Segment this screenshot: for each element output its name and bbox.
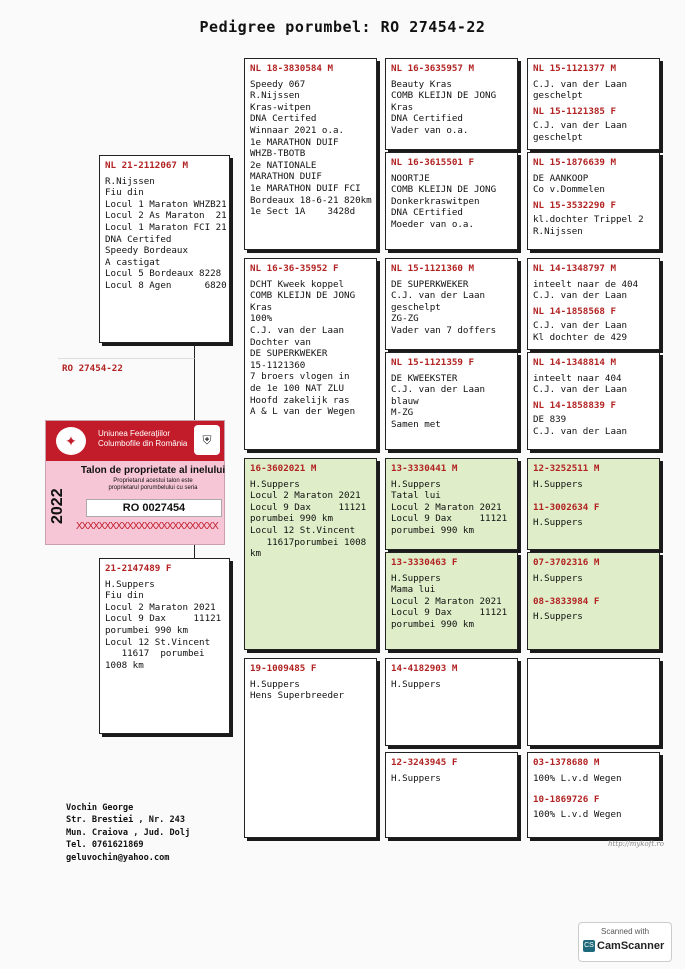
detail-line: de 1e 100 NAT ZLU (250, 382, 345, 394)
detail-line: porumbei 990 km (391, 524, 474, 536)
ring-label: 11-3002634 F (533, 502, 600, 514)
ring-label: 12-3252511 M (533, 463, 600, 474)
detail-line: Tel. 0761621869 (66, 840, 144, 851)
detail-line: Beauty Kras (391, 78, 452, 90)
ring-label: NL 14-1858568 F (533, 305, 616, 317)
dam-box (99, 558, 230, 734)
scanner-line2: CamScanner (597, 940, 665, 952)
sire-dam-sire-box (385, 258, 518, 350)
gen4-box-3 (527, 258, 660, 350)
sire-dam-box (244, 258, 377, 450)
dam-sire-dam-box (385, 552, 518, 650)
detail-line: Locul 12 St.Vincent (250, 524, 356, 536)
pigeon-details (533, 279, 654, 302)
ring-label: 08-3833984 F (533, 596, 600, 608)
detail-line: geluvochin@yahoo.com (66, 852, 170, 863)
detail-line: DE AANKOOP (533, 172, 589, 184)
card-title: Talon de proprietate al inelului (80, 465, 226, 476)
pigeon-details (391, 279, 512, 337)
ring-label: NL 14-1348797 M (533, 263, 616, 274)
detail-line: Speedy 067 (250, 78, 306, 90)
detail-line: A & L van der Wegen (250, 406, 356, 418)
pigeon-details (391, 679, 512, 691)
sire-sire-ring: NL 18-3830584 M (250, 63, 333, 74)
gen4-box-4 (527, 352, 660, 450)
detail-line: Vochin George (66, 803, 134, 813)
dam-dam-ring: 19-1009485 F (250, 663, 317, 674)
detail-line: Mun. Craiova , Jud. Dolj (66, 827, 191, 838)
ring-label: 14-4182903 M (391, 663, 458, 674)
detail-line: M-ZG (391, 407, 414, 419)
pigeon-details (533, 414, 654, 437)
sire-box (99, 155, 230, 343)
detail-line: C.J. van der Laan (533, 425, 628, 437)
detail-line: Dochter van (250, 336, 311, 348)
sire-dam-dam-box (385, 352, 518, 450)
card-subtitle: Proprietarul acestui talon este proprietarul porumbelului cu seria (108, 478, 198, 491)
signature: http://mykoft.ro (608, 840, 664, 848)
detail-line: C.J. van der Laan (533, 78, 628, 90)
detail-line: DNA Certified (391, 113, 463, 125)
detail-line: DNA Certifed (105, 233, 172, 245)
ring-label: 13-3330463 F (391, 557, 458, 568)
pigeon-details (391, 773, 512, 785)
detail-line: DE SUPERKWEKER (391, 278, 469, 290)
detail-line: Mama lui (391, 584, 436, 596)
ring-label: 10-1869726 F (533, 794, 600, 806)
ring-label: 12-3243945 F (391, 757, 458, 768)
detail-line: DNA Certifed (250, 113, 317, 125)
pigeon-details (391, 79, 512, 137)
detail-line: Locul 9 Dax 11121 (105, 613, 222, 625)
detail-line: 100% L.v.d Wegen (533, 808, 622, 820)
sire-sire-details (250, 79, 371, 218)
detail-line: kl.dochter Trippel 2 (533, 214, 644, 226)
gen4-box-2 (527, 152, 660, 250)
detail-line: H.Suppers (533, 478, 583, 490)
dam-sire-sire-box (385, 458, 518, 550)
ring-label: NL 14-1858839 F (533, 399, 616, 411)
ring-label: NL 15-1121360 M (391, 263, 474, 274)
detail-line: 100% L.v.d Wegen (533, 772, 622, 784)
pigeon-details (533, 479, 654, 491)
detail-line: MARATHON DUIF (250, 171, 322, 183)
pigeon-details (533, 79, 654, 102)
dam-dam-details (250, 679, 371, 702)
detail-line: H.Suppers (533, 610, 583, 622)
federation-logo-icon: ✦ (56, 427, 86, 455)
detail-line: geschelpt (533, 90, 583, 102)
scanner-line1: Scanned with (600, 927, 650, 936)
ring-label: NL 15-3532290 F (533, 199, 616, 211)
detail-line: Moeder van o.a. (391, 218, 474, 230)
detail-line: 1e MARATHON DUIF (250, 136, 339, 148)
detail-line: 15-1121360 (250, 359, 306, 371)
detail-line: Kras (250, 301, 273, 313)
detail-line: C.J. van der Laan (533, 120, 628, 132)
detail-line: H.Suppers (250, 678, 300, 690)
dam-sire-box (244, 458, 377, 650)
detail-line: 2e NATIONALE (250, 159, 317, 171)
detail-line: A castigat (105, 256, 161, 268)
detail-line: Str. Brestiei , Nr. 243 (66, 815, 185, 826)
detail-line: 7 broers vlogen in (250, 371, 350, 383)
detail-line: inteelt naar de 404 (533, 278, 639, 290)
detail-line: COMB KLEIJN DE JONG (391, 184, 497, 196)
card-ring-number: RO 0027454 (86, 499, 222, 517)
pigeon-details (533, 373, 654, 396)
detail-line: H.Suppers (105, 578, 155, 590)
detail-line: R.Nijssen (250, 90, 300, 102)
detail-line: DCHT Kweek koppel (250, 278, 345, 290)
detail-line: 100% (250, 313, 273, 325)
gen4-box-7 (527, 658, 660, 746)
ring-label: NL 15-1121359 F (391, 357, 474, 368)
card-org: Uniunea Federaţiilor Columbofile din România (98, 429, 188, 448)
seal-icon: ⛨ (194, 425, 220, 455)
detail-line: WHZB-TBOTB (250, 148, 306, 160)
detail-line: Locul 2 Maraton 2021 (391, 501, 502, 513)
detail-line: Locul 8 Agen 6820 (105, 279, 227, 291)
ring-ownership-card (45, 420, 225, 545)
detail-line: Hens Superbreeder (250, 690, 345, 702)
sire-ring: NL 21-2112067 M (105, 160, 188, 171)
sire-sire-box (244, 58, 377, 250)
detail-line: Kl dochter de 429 (533, 331, 628, 343)
sire-sire-sire-box (385, 58, 518, 150)
detail-line: DE KWEEKSTER (391, 372, 458, 384)
detail-line: COMB KLEIJN DE JONG (250, 290, 356, 302)
ring-label: NL 15-1121385 F (533, 105, 616, 117)
detail-line: 11617 porumbei (105, 648, 205, 660)
detail-line: Bordeaux 18-6-21 820km (250, 194, 372, 206)
ring-label: NL 15-1876639 M (533, 157, 616, 168)
gen4-box-1 (527, 58, 660, 150)
detail-line: COMB KLEIJN DE JONG (391, 90, 497, 102)
ring-label: 03-1378680 M (533, 757, 600, 768)
detail-line: Locul 1 Maraton FCI 21 (105, 221, 227, 233)
detail-line: H.Suppers (391, 572, 441, 584)
detail-line: Co v.Dommelen (533, 184, 605, 196)
detail-line: Hoofd zakelijk ras (250, 394, 350, 406)
sire-sire-dam-box (385, 152, 518, 250)
pigeon-details (533, 809, 654, 821)
dam-dam-sire-box (385, 658, 518, 746)
detail-line: H.Suppers (533, 516, 583, 528)
detail-line: C.J. van der Laan (391, 384, 486, 396)
detail-line: Donkerkraswitpen (391, 195, 480, 207)
detail-line: H.Suppers (250, 478, 300, 490)
detail-line: Fiu din (105, 590, 144, 602)
page-title: Pedigree porumbel: RO 27454-22 (199, 18, 486, 36)
gen4-box-6 (527, 552, 660, 650)
pigeon-details (533, 173, 654, 196)
detail-line: km (250, 548, 262, 560)
ring-label: NL 14-1348814 M (533, 357, 616, 368)
detail-line: Locul 9 Dax 11121 (391, 607, 508, 619)
detail-line: DE SUPERKWEKER (250, 348, 328, 360)
detail-line: 1e MARATHON DUIF FCI (250, 182, 361, 194)
scanner-watermark (578, 922, 672, 962)
ring-label: NL 16-3615501 F (391, 157, 474, 168)
gen4-box-5 (527, 458, 660, 550)
ring-label: NL 16-3635957 M (391, 63, 474, 74)
ring-label: NL 15-1121377 M (533, 63, 616, 74)
detail-line: porumbei 990 km (105, 624, 188, 636)
pigeon-details (533, 320, 654, 343)
root-ring-number: RO 27454-22 (62, 363, 123, 374)
pigeon-details (533, 214, 654, 237)
detail-line: C.J. van der Laan (533, 384, 628, 396)
detail-line: Vader van 7 doffers (391, 324, 497, 336)
detail-line: 1008 km (105, 659, 144, 671)
gen4-box-8 (527, 752, 660, 838)
pigeon-details (391, 373, 512, 431)
detail-line: H.Suppers (391, 678, 441, 690)
detail-line: 11617porumbei 1008 (250, 536, 367, 548)
detail-line: porumbei 990 km (391, 618, 474, 630)
detail-line: R.Nijssen (533, 225, 583, 237)
detail-line: Speedy Bordeaux (105, 245, 188, 257)
detail-line: Kras (391, 101, 414, 113)
detail-line: Locul 2 As Maraton 21 (105, 210, 227, 222)
detail-line: DE 839 (533, 414, 567, 426)
dam-dam-box (244, 658, 377, 838)
detail-line: H.Suppers (391, 772, 441, 784)
detail-line: NOORTJE (391, 172, 430, 184)
pigeon-details (533, 517, 654, 529)
sire-details (105, 175, 227, 292)
detail-line: Fiu din (105, 187, 144, 199)
dam-sire-details (250, 479, 371, 560)
detail-line: blauw (391, 395, 419, 407)
dam-ring: 21-2147489 F (105, 563, 172, 574)
detail-line: porumbei 990 km (250, 513, 333, 525)
ring-label: 07-3702316 M (533, 557, 600, 568)
detail-line: Locul 2 Maraton 2021 (250, 490, 361, 502)
detail-line: Locul 9 Dax 11121 (391, 513, 508, 525)
root-pigeon (58, 358, 195, 423)
detail-line: C.J. van der Laan (391, 290, 486, 302)
detail-line: Locul 9 Dax 11121 (250, 501, 367, 513)
detail-line: Winnaar 2021 o.a. (250, 124, 345, 136)
detail-line: H.Suppers (533, 572, 583, 584)
pigeon-details (391, 573, 512, 631)
detail-line: DNA CErtified (391, 207, 463, 219)
owner-contact (66, 802, 190, 864)
pigeon-details (391, 173, 512, 231)
ring-label: 13-3330441 M (391, 463, 458, 474)
detail-line: Kras-witpen (250, 101, 311, 113)
detail-line: R.Nijssen (105, 175, 155, 187)
pigeon-details (533, 120, 654, 143)
dam-sire-ring: 16-3602021 M (250, 463, 317, 474)
pigeon-details (391, 479, 512, 537)
dam-dam-dam-box (385, 752, 518, 838)
pigeon-details (533, 573, 654, 585)
detail-line: inteelt naar 404 (533, 372, 622, 384)
pigeon-details (533, 611, 654, 623)
pigeon-details (533, 773, 654, 785)
detail-line: Samen met (391, 418, 441, 430)
dam-details (105, 579, 224, 672)
detail-line: geschelpt (391, 301, 441, 313)
detail-line: Locul 2 Maraton 2021 (391, 595, 502, 607)
detail-line: 1e Sect 1A 3428d (250, 206, 356, 218)
card-pattern: XXXXXXXXXXXXXXXXXXXXXXXXX (76, 521, 218, 532)
detail-line: Locul 2 Maraton 2021 (105, 601, 216, 613)
detail-line: C.J. van der Laan (533, 290, 628, 302)
detail-line: C.J. van der Laan (533, 320, 628, 332)
sire-dam-ring: NL 16-36-35952 F (250, 263, 339, 274)
detail-line: C.J. van der Laan (250, 324, 345, 336)
detail-line: Tatal lui (391, 490, 441, 502)
detail-line: Locul 12 St.Vincent (105, 636, 211, 648)
camscanner-icon: CS (583, 940, 595, 952)
detail-line: H.Suppers (391, 478, 441, 490)
detail-line: ZG-ZG (391, 313, 419, 325)
sire-dam-details (250, 279, 371, 418)
detail-line: Locul 1 Maraton WHZB21 (105, 198, 227, 210)
detail-line: Locul 5 Bordeaux 8228 (105, 268, 222, 280)
detail-line: Vader van o.a. (391, 124, 469, 136)
detail-line: geschelpt (533, 131, 583, 143)
card-year: 2022 (49, 488, 66, 524)
